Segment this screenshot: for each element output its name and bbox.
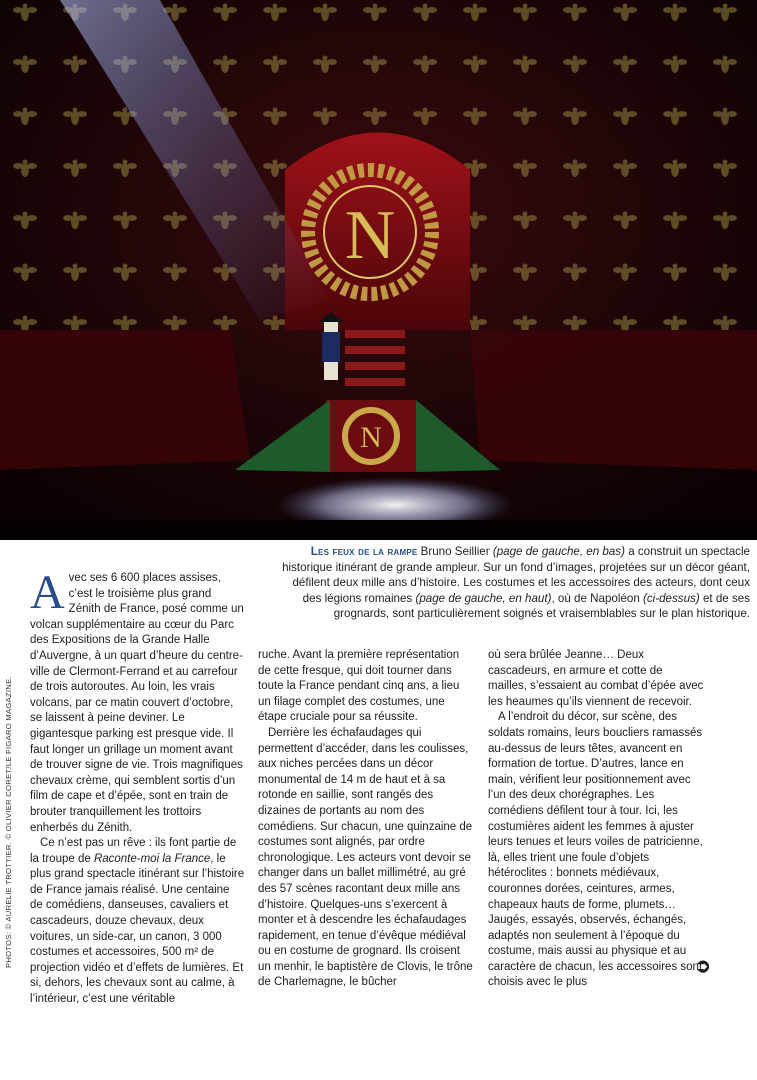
article-column-2 bbox=[258, 648, 474, 991]
drop-cap: A bbox=[30, 566, 65, 619]
caption-text-3: , où de Napoléon bbox=[551, 591, 644, 605]
paragraph-5: où sera brûlée Jeanne… Deux cascadeurs, en armure et cotte de mailles, s’essaient au combat d’épée avec les heaumes qu’ils viennent de recevoir. bbox=[488, 649, 704, 708]
paragraph-3: ruche. Avant la première représentation de cette fresque, qui doit tourner dans toute la France pendant cinq ans, a lieu un filage complet des costumes, une étape cruciale pour sa réussite. bbox=[258, 649, 460, 724]
caption-kicker: Les feux de la rampe bbox=[310, 545, 418, 558]
photo-credit: PHOTOS: © AURELIE TROTTIER. © OLIVIER CORET/LE FIGARO MAGAZINE. bbox=[4, 676, 13, 968]
paragraph-4: Derrière les échafaudages qui permettent d’accéder, dans les coulisses, aux niches percées dans un décor monumental de 14 m de haut et à sa rotonde en saillie, sont rangés des dizaines de portants au nom des comédiens. Sur chacun, une quinzaine de costumes sont alignés, par ordre chronologique. Les acteurs vont devoir se changer dans un ballet millimétré, au gré des 57 scènes racontant deux mille ans d’histoire. Quelques-uns s’exercent à monter et à descendre les échafaudages rapidement, en tenue d’évêque médiéval ou en costume de grognard. Ils croisent un menhir, le baptistère de Clovis, le trône de Charlemagne, le bûcher bbox=[258, 726, 473, 989]
caption-text-1: Bruno Seillier bbox=[417, 545, 493, 558]
paragraph-1: vec ses 6 600 places assises, c’est le troisième plus grand Zénith de France, posé comme un volcan supplémentaire au cœur du Parc des Expositions de la Grande Halle d’Auvergne, à un quart d’heure du centre-ville de Clermont-Ferrand et au carrefour de trois autoroutes. Au loin, les vrais volcans, par ce matin couvert d’octobre, se laissent à peine deviner. Le gigantesque parking est presque vide. Il faut longer un grillage un moment avant de trouver signe de vie. Trois magnifiques chevaux crème, qui semblent sortis d’un film de cape et d’épée, sont en train de brouter tranquillement les trottoirs enherbés du Zénith. bbox=[30, 572, 244, 834]
svg-text:N: N bbox=[344, 197, 396, 274]
svg-text:N: N bbox=[360, 421, 382, 454]
photo-caption bbox=[278, 544, 750, 622]
paragraph-2-start: Ce n’est pas un rêve : ils font partie de la troupe de bbox=[30, 837, 237, 865]
paragraph-2-rest: , le plus grand spectacle itinérant sur l’histoire de France jamais réalisé. Une centaine de comédiens, danseuses, cavaliers et cascadeurs, douze chevaux, deux voitures, un side-car, un canon, 3 000 costumes et accessoires, 500 m² de projection vidéo et d’effets de lumières. Et si, dehors, les chevaux sont au calme, à l’intérieur, c’est une véritable bbox=[30, 852, 245, 1006]
caption-text-2: a construit un spectacle historique itinérant de grande ampleur. Sur un fond d’images, projetées sur un décor géant, défilent deux mille ans d’histoire. Les costumes et les accessoires des acteurs, dont ceux des légions romaines bbox=[282, 545, 750, 605]
caption-ref-3: (ci-dessus) bbox=[643, 591, 700, 605]
show-title: Raconte-moi la France bbox=[93, 852, 211, 865]
paragraph-6: A l’endroit du décor, sur scène, des soldats romains, leurs boucliers ramassés au-dessus de leurs têtes, avancent en formation de tortue. D’autres, lance en main, vérifient leur positionnement avec l’un des deux chorégraphes. Les comédiens défilent tour à tour. Ici, les costumières aident les femmes à ajuster leurs tenues et leurs voiles de patricienne, là, elles trient une foule d’objets hétéroclites : bonnets médiévaux, couronnes dorées, ceintures, armes, chapeaux hauts de forme, plumets… Jaugés, essayés, observés, échangés, adaptés non seulement à l’époque du costume, mais aussi au physique et au caractère de chacun, les accessoires sont choisis avec le plus bbox=[488, 711, 703, 989]
continue-arrow-icon: ➲ bbox=[695, 956, 711, 977]
article-column-1 bbox=[30, 566, 245, 1008]
caption-ref-2: (page de gauche, en haut) bbox=[415, 591, 552, 605]
article-column-3 bbox=[488, 648, 704, 991]
caption-text-4: et de ses grognards, sont particulièrement soignés et vraisemblables sur le plan historique. bbox=[333, 591, 750, 621]
caption-ref-1: (page de gauche, en bas) bbox=[492, 545, 625, 558]
